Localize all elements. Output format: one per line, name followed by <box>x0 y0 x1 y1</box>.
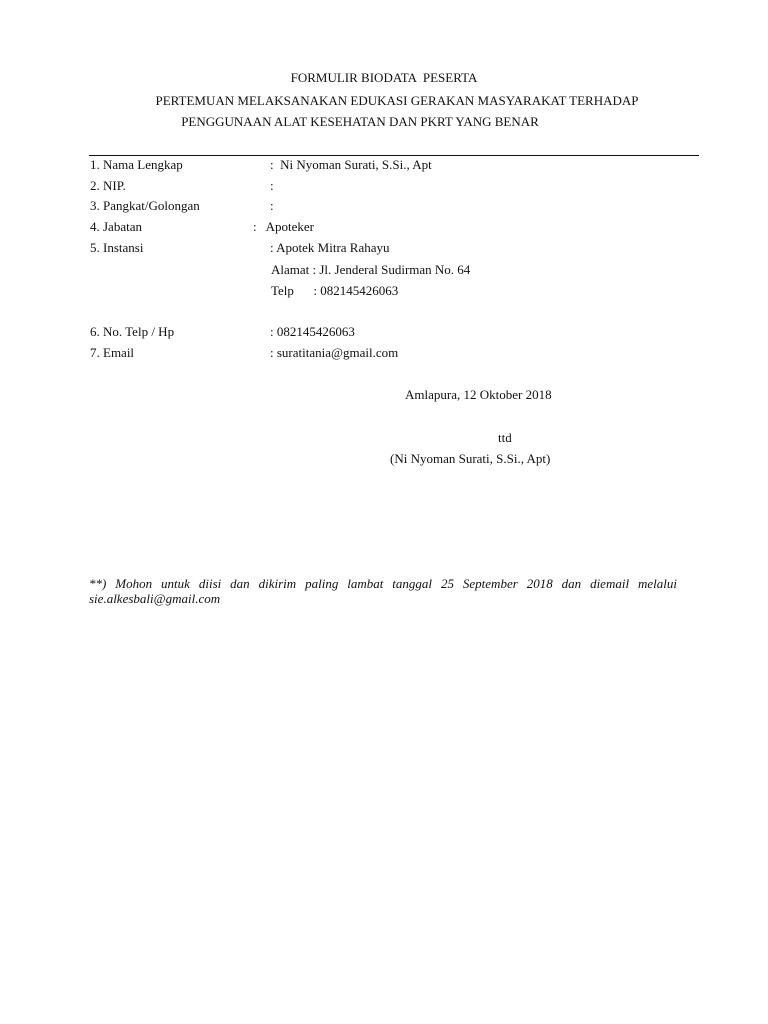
field-label-jabatan: 4. Jabatan <box>90 219 142 234</box>
field-label-email: 7. Email <box>90 345 135 360</box>
footnote: **) Mohon untuk diisi dan dikirim paling lambat tanggal 25 September 2018 dan diemail melalui sie.alkesbali@gmail.com <box>89 576 677 606</box>
field-label-nama: 1. Nama Lengkap <box>90 157 183 172</box>
field-value-hp: : 082145426063 <box>270 324 355 339</box>
form-subtitle-line-1: PERTEMUAN MELAKSANAKAN EDUKASI GERAKAN MASYARAKAT TERHADAP <box>155 93 639 108</box>
field-value-nip: : <box>270 178 274 193</box>
field-value-alamat: Alamat : Jl. Jenderal Sudirman No. 64 <box>271 262 471 277</box>
form-title: FORMULIR BIODATA PESERTA <box>290 70 478 85</box>
header-divider <box>89 155 699 156</box>
field-value-instansi: : Apotek Mitra Rahayu <box>270 240 390 255</box>
field-label-instansi: 5. Instansi <box>90 240 144 255</box>
form-subtitle-line-2: PENGGUNAAN ALAT KESEHATAN DAN PKRT YANG BENAR <box>181 114 539 129</box>
field-value-email: : suratitania@gmail.com <box>270 345 399 360</box>
field-value-pangkat: : <box>270 198 274 213</box>
field-label-pangkat: 3. Pangkat/Golongan <box>90 198 200 213</box>
place-date: Amlapura, 12 Oktober 2018 <box>405 387 552 402</box>
signature-ttd: ttd <box>498 430 512 445</box>
signatory-name: (Ni Nyoman Surati, S.Si., Apt) <box>390 451 551 466</box>
field-label-hp: 6. No. Telp / Hp <box>90 324 175 339</box>
field-label-nip: 2. NIP. <box>90 178 126 193</box>
field-value-telp: Telp : 082145426063 <box>271 283 399 298</box>
field-value-nama: : Ni Nyoman Surati, S.Si., Apt <box>270 157 432 172</box>
field-value-jabatan: : Apoteker <box>253 219 315 234</box>
